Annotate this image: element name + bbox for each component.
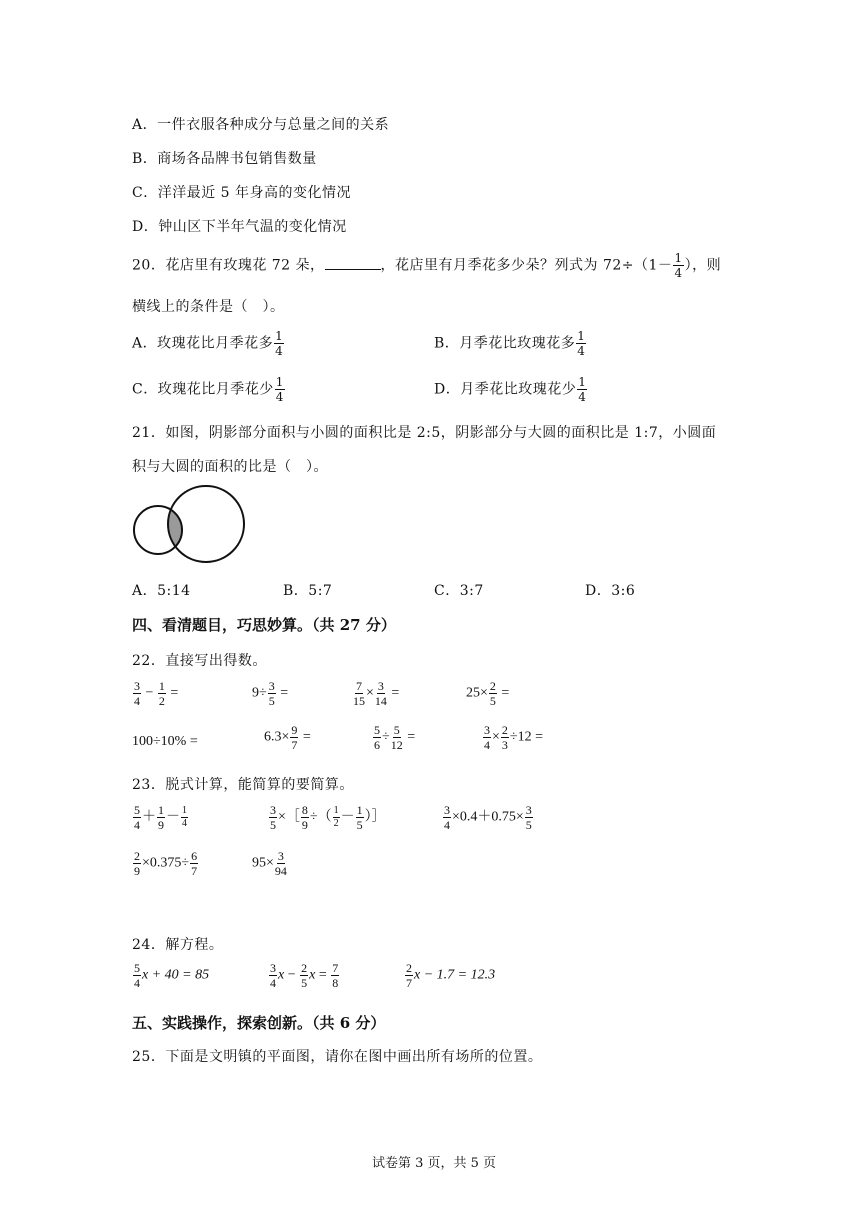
q20-text-1: 20．花店里有玫瑰花 72 朵， — [132, 257, 325, 274]
q20-option-c: C．玫瑰花比月季花少 $\frac{1}{4}$ — [132, 375, 284, 404]
q21-option-d: D．3:6 — [585, 583, 636, 599]
q19-option-b: B．商场各品牌书包销售数量 — [132, 151, 317, 167]
q20-stem — [132, 252, 721, 279]
q24-title: 24．解方程。 — [132, 937, 224, 953]
q21-circles-figure — [128, 484, 250, 564]
q21-line2: 积与大圆的面积的比是（ ）。 — [132, 459, 328, 475]
q23-expr-c: $\frac{3}{4}$ ×0.4＋0.75× $\frac{3}{5}$ — [444, 803, 532, 832]
q23-expr-d: $\frac{2}{9}$ ×0.375÷ $\frac{6}{7}$ — [134, 849, 198, 878]
q20-text-3: ），则 — [684, 257, 722, 274]
q21-line1: 21．如图，阴影部分面积与小圆的面积比是 2:5，阴影部分与大圆的面积比是 1:7，小圆面 — [132, 425, 717, 441]
q20-line2: 横线上的条件是（ ）。 — [132, 299, 285, 315]
q19-option-c: C．洋洋最近 5 年身高的变化情况 — [132, 185, 352, 201]
q24-equation-b: $\frac{3}{4}$ x − $\frac{2}{5}$ x = $\frac{7}{8}$ — [270, 961, 339, 990]
q22-expr-5: 100÷10% = — [132, 734, 198, 749]
q22-expr-8: $\frac{3}{4}$ × $\frac{2}{3}$ ÷12 = — [484, 723, 543, 752]
q22-title: 22．直接写出得数。 — [132, 653, 267, 669]
q22-expr-3: $\frac{7}{15}$ × $\frac{3}{14}$ = — [353, 679, 400, 708]
q22-expr-4: 25× $\frac{2}{5}$ = — [466, 679, 510, 708]
q22-expr-6: 6.3× $\frac{9}{7}$ = — [264, 723, 311, 752]
q20-text-2: ，花店里有月季花多少朵？列式为 72÷（1－ — [380, 257, 673, 274]
q22-expr-7: $\frac{5}{6}$ ÷ $\frac{5}{12}$ = — [374, 723, 416, 752]
q20-option-a: A．玫瑰花比月季花多 $\frac{1}{4}$ — [132, 329, 284, 358]
q20-option-b: B．月季花比玫瑰花多 $\frac{1}{4}$ — [434, 329, 586, 358]
fraction: $\frac{1}{4}$ — [275, 375, 284, 404]
fraction: $\frac{1}{4}$ — [275, 329, 284, 358]
page-footer: 试卷第 3 页，共 5 页 — [371, 1156, 497, 1171]
q22-expr-2: 9÷ $\frac{3}{5}$ = — [252, 679, 289, 708]
q20-option-d: D．月季花比玫瑰花少 $\frac{1}{4}$ — [434, 375, 587, 404]
q23-expr-a: $\frac{5}{4}$ ＋ $\frac{1}{9}$ － $\frac{1}{4}$ — [134, 803, 187, 832]
q20-expr-fraction: $\frac{1}{4}$ — [674, 251, 683, 280]
q19-option-d: D．钟山区下半年气温的变化情况 — [132, 219, 347, 235]
q21-option-c: C．3:7 — [434, 583, 484, 599]
q25-text: 25．下面是文明镇的平面图，请你在图中画出所有场所的位置。 — [132, 1049, 543, 1065]
q23-expr-b: $\frac{3}{5}$ ×［ $\frac{8}{9}$ ÷（ $\frac{1}{2}$ － $\frac{1}{5}$ ）］ — [270, 803, 386, 832]
section5-heading: 五、实践操作，探索创新。（共 6 分） — [132, 1014, 386, 1032]
section4-heading: 四、看清题目，巧思妙算。（共 27 分） — [132, 616, 396, 634]
q21-option-a: A．5:14 — [132, 583, 191, 599]
q24-equation-a: $\frac{5}{4}$ x + 40 = 85 — [134, 961, 210, 990]
fraction: $\frac{1}{4}$ — [578, 375, 587, 404]
q19-option-a: A．一件衣服各种成分与总量之间的关系 — [132, 117, 390, 133]
q20-blank — [325, 257, 381, 270]
fraction: $\frac{1}{4}$ — [577, 329, 586, 358]
q22-expr-1: $\frac{3}{4}$ − $\frac{1}{2}$ = — [134, 679, 179, 708]
q21-option-b: B．5:7 — [283, 583, 333, 599]
q23-title: 23．脱式计算，能简算的要简算。 — [132, 777, 354, 793]
q23-expr-e: 95× $\frac{3}{94}$ — [252, 849, 287, 878]
q24-equation-c: $\frac{2}{7}$ x − 1.7 = 12.3 — [406, 961, 496, 990]
